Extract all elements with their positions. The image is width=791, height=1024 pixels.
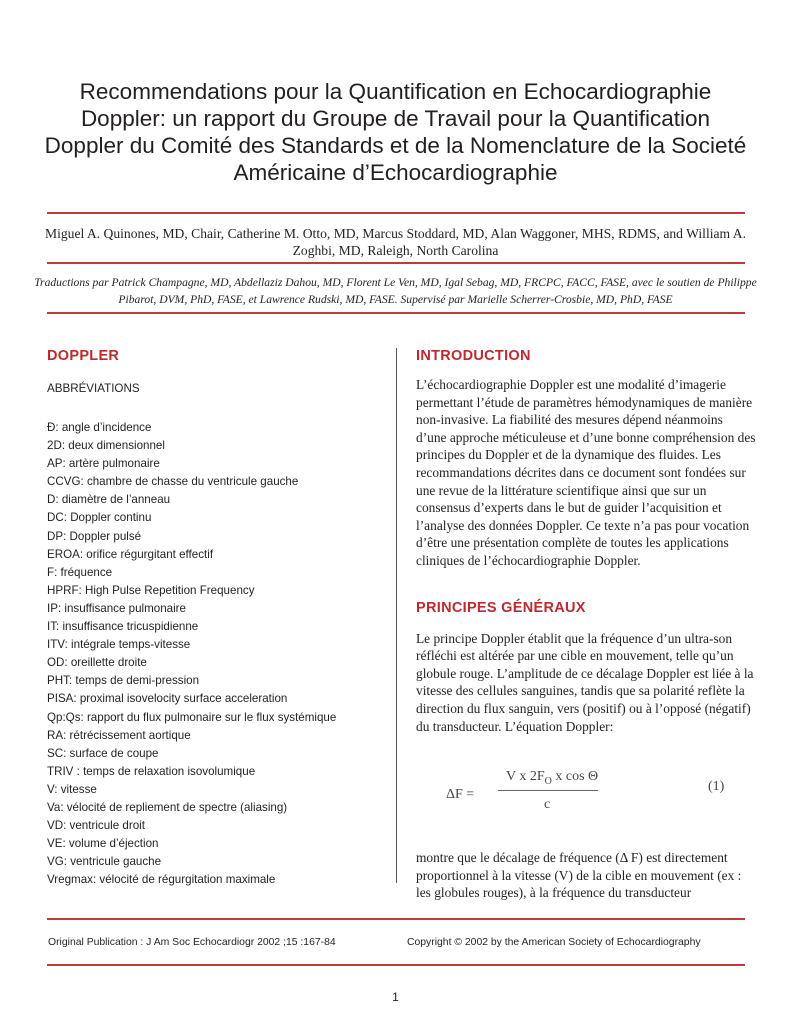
divider	[47, 964, 745, 966]
divider	[47, 918, 745, 920]
section-heading-doppler: DOPPLER	[47, 348, 120, 364]
copyright: Copyright © 2002 by the American Society of Echocardiography	[407, 937, 701, 948]
equation-denominator: c	[544, 797, 551, 813]
abbreviation-item: AP: artère pulmonaire	[47, 457, 160, 471]
principles-text: Le principe Doppler établit que la fréquence d’un ultra-son réfléchi est altérée par une cible en mouvement, telle qu’un globule rouge. L’amplitude de ce décalage Doppler est liée à la vitesse des cellules sanguines, tandis que sa polarité reflète la direction du flux sanguin, vers (positif) ou à l’opposé (négatif) du transducteur. L’équation Doppler:	[416, 630, 754, 734]
abbreviation-item: PISA: proximal isovelocity surface acceleration	[47, 692, 288, 706]
abbreviation-item: Qp:Qs: rapport du flux pulmonaire sur le flux systémique	[47, 710, 337, 724]
abbreviation-item: DC: Doppler continu	[47, 511, 152, 525]
left-column	[47, 348, 387, 889]
abbreviation-item: V: vitesse	[47, 782, 97, 796]
abbreviation-item: CCVG: chambre de chasse du ventricule gauche	[47, 475, 299, 489]
abbreviation-item: 2D: deux dimensionnel	[47, 439, 165, 453]
abbreviation-list	[47, 419, 387, 889]
abbreviations-heading: ABBRÉVIATIONS	[47, 382, 140, 395]
abbreviation-item: VE: volume d’éjection	[47, 837, 159, 851]
right-column	[416, 348, 756, 902]
equation-explanation: montre que le décalage de fréquence (Δ F) est directement proportionnel à la vitesse (V) de la cible en mouvement (ex : les globules rouges), à la fréquence du transducteur	[416, 850, 742, 901]
abbreviation-item: VD: ventricule droit	[47, 819, 145, 833]
abbreviation-item: Vregmax: vélocité de régurgitation maximale	[47, 873, 276, 887]
abbreviation-item: Va: vélocité de repliement de spectre (aliasing)	[47, 800, 288, 814]
equation-numerator	[506, 769, 598, 787]
abbreviation-item: ITV: intégrale temps-vitesse	[47, 638, 191, 652]
translators: Traductions par Patrick Champagne, MD, Abdellaziz Dahou, MD, Florent Le Ven, MD, Igal Sebag, MD, FRCPC, FACC, FASE, avec le soutien de Philippe Pibarot, DVM, PhD, FASE, et Lawrence Rudski, MD, FASE. Supervisé par Marielle Scherrer-Crosbie, MD, PhD, FASE	[34, 276, 757, 306]
divider	[47, 312, 745, 314]
doppler-equation	[416, 757, 756, 835]
introduction-text: L’échocardiographie Doppler est une modalité d’imagerie permettant l’étude de paramètres hémodynamiques de manière non-invasive. La fiabilité des mesures dépend néanmoins d’une approche méticuleuse et d’une bonne compréhension des principes du Doppler et de la dynamique des fluides. Les recommandations décrites dans ce document sont fondées sur une revue de la littérature scientifique ainsi que sur un consensus d’experts dans le but de guider l’acquisition et l’analyse des données Doppler. Ce texte n’a pas pour vocation d’être une présentation complète de toutes les applications cliniques de l’échocardiographie Doppler.	[416, 377, 756, 568]
abbreviation-item: HPRF: High Pulse Repetition Frequency	[47, 583, 255, 597]
equation-number: (1)	[708, 779, 725, 795]
section-heading-principes: PRINCIPES GÉNÉRAUX	[416, 599, 586, 616]
divider	[47, 212, 745, 214]
numerator-subscript: O	[544, 775, 552, 787]
abbreviation-item: PHT: temps de demi-pression	[47, 674, 200, 688]
abbreviation-item: D: diamètre de l’anneau	[47, 493, 171, 507]
document-title: Recommendations pour la Quantification en Echocardiographie Doppler: un rapport du Groupe de Travail pour la Quantification Doppler du Comité des Standards et de la Nomenclature de la Societé Américaine d’Echocardiographie	[44, 79, 747, 185]
original-publication: Original Publication : J Am Soc Echocardiogr 2002 ;15 :167-84	[48, 937, 336, 948]
abbreviation-item: IP: insuffisance pulmonaire	[47, 601, 186, 615]
abbreviation-item: Ð: angle d’incidence	[47, 421, 152, 434]
abbreviation-item: TRIV : temps de relaxation isovolumique	[47, 764, 256, 778]
abbreviation-item: F: fréquence	[47, 565, 113, 579]
equation-lhs: ΔF =	[446, 787, 475, 803]
abbreviation-item: SC: surface de coupe	[47, 746, 159, 760]
authors: Miguel A. Quinones, MD, Chair, Catherine M. Otto, MD, Marcus Stoddard, MD, Alan Waggoner, MHS, RDMS, and William A. Zoghbi, MD, Raleigh, North Carolina	[45, 226, 746, 258]
column-divider	[396, 348, 397, 883]
abbreviation-item: OD: oreillette droite	[47, 656, 147, 670]
abbreviation-item: IT: insuffisance tricuspidienne	[47, 620, 199, 634]
abbreviation-item: VG: ventricule gauche	[47, 855, 162, 869]
numerator-part: x cos Θ	[551, 769, 599, 785]
page-number: 1	[392, 990, 399, 1004]
numerator-part: V x 2F	[506, 769, 545, 785]
section-heading-introduction: INTRODUCTION	[416, 348, 531, 364]
abbreviation-item: EROA: orifice régurgitant effectif	[47, 547, 214, 561]
abbreviation-item: DP: Doppler pulsé	[47, 529, 142, 543]
abbreviation-item: RA: rétrécissement aortique	[47, 728, 191, 742]
divider	[47, 262, 745, 264]
fraction-bar	[498, 790, 598, 791]
